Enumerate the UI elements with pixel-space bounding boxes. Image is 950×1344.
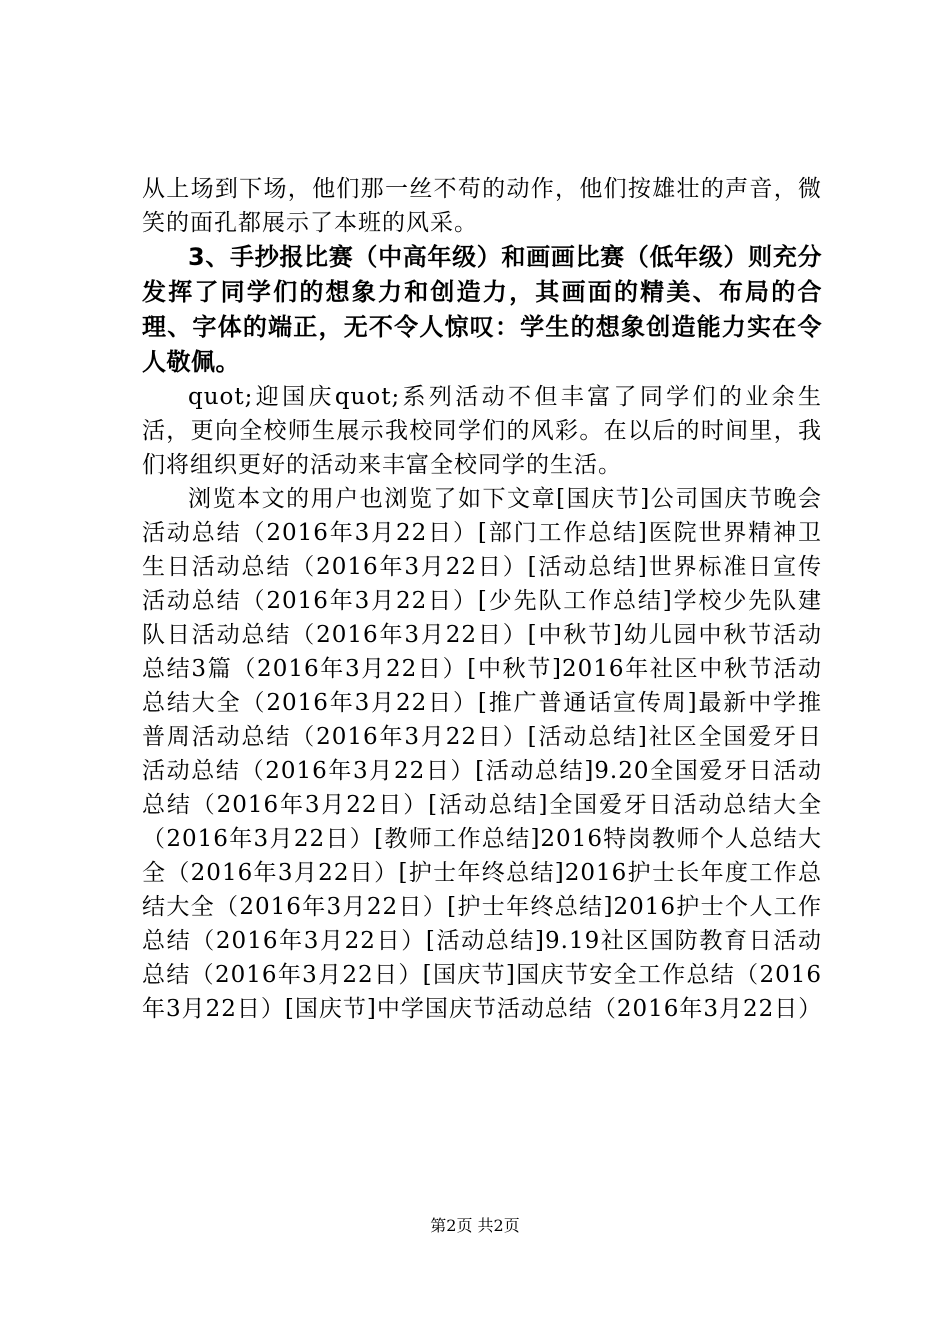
paragraph-related-articles: 浏览本文的用户也浏览了如下文章[国庆节]公司国庆节晚会活动总结（2016年3月22日）[部门工作总结]医院世界精神卫生日活动总结（2016年3月22日）[活动总结]世界标准日宣传活动总结（2016年3月22日）[少先队工作总结]学校少先队建队日活动总结（2016年3月22日）[中秋节]幼儿园中秋节活动总结3篇（2016年3月22日）[中秋节]2016年社区中秋节活动总结大全（2016年3月22日）[推广普通话宣传周]最新中学推普周活动总结（2016年3月22日）[活动总结]社区全国爱牙日活动总结（2016年3月22日）[活动总结]9.20全国爱牙日活动总结（2016年3月22日）[活动总结]全国爱牙日活动总结大全（2016年3月22日）[教师工作总结]2016特岗教师个人总结大全（2016年3月22日）[护士年终总结]2016护士长年度工作总结大全（2016年3月22日）[护士年终总结]2016护士个人工作总结（2016年3月22日）[活动总结]9.19社区国防教育日活动总结（2016年3月22日）[国庆节]国庆节安全工作总结（2016年3月22日）[国庆节]中学国庆节活动总结（2016年3月22日） (142, 486, 823, 1022)
paragraph-national-day-activities: quot;迎国庆quot;系列活动不但丰富了同学们的业余生活，更向全校师生展示我校同学们的风彩。在以后的时间里，我们将组织更好的活动来丰富全校同学的生活。 (142, 384, 822, 478)
document-body (142, 172, 822, 1026)
page-footer: 第2页 共2页 (430, 1216, 520, 1235)
paragraph-handwritten-newspaper-contest: 3、手抄报比赛（中高年级）和画画比赛（低年级）则充分发挥了同学们的想象力和创造力，其画面的精美、布局的合理、字体的端正，无不令人惊叹：学生的想象创造能力实在令人敬佩。 (142, 243, 822, 376)
paragraph-stage-performance: 从上场到下场，他们那一丝不苟的动作，他们按雄壮的声音，微笑的面孔都展示了本班的风采。 (142, 176, 822, 236)
